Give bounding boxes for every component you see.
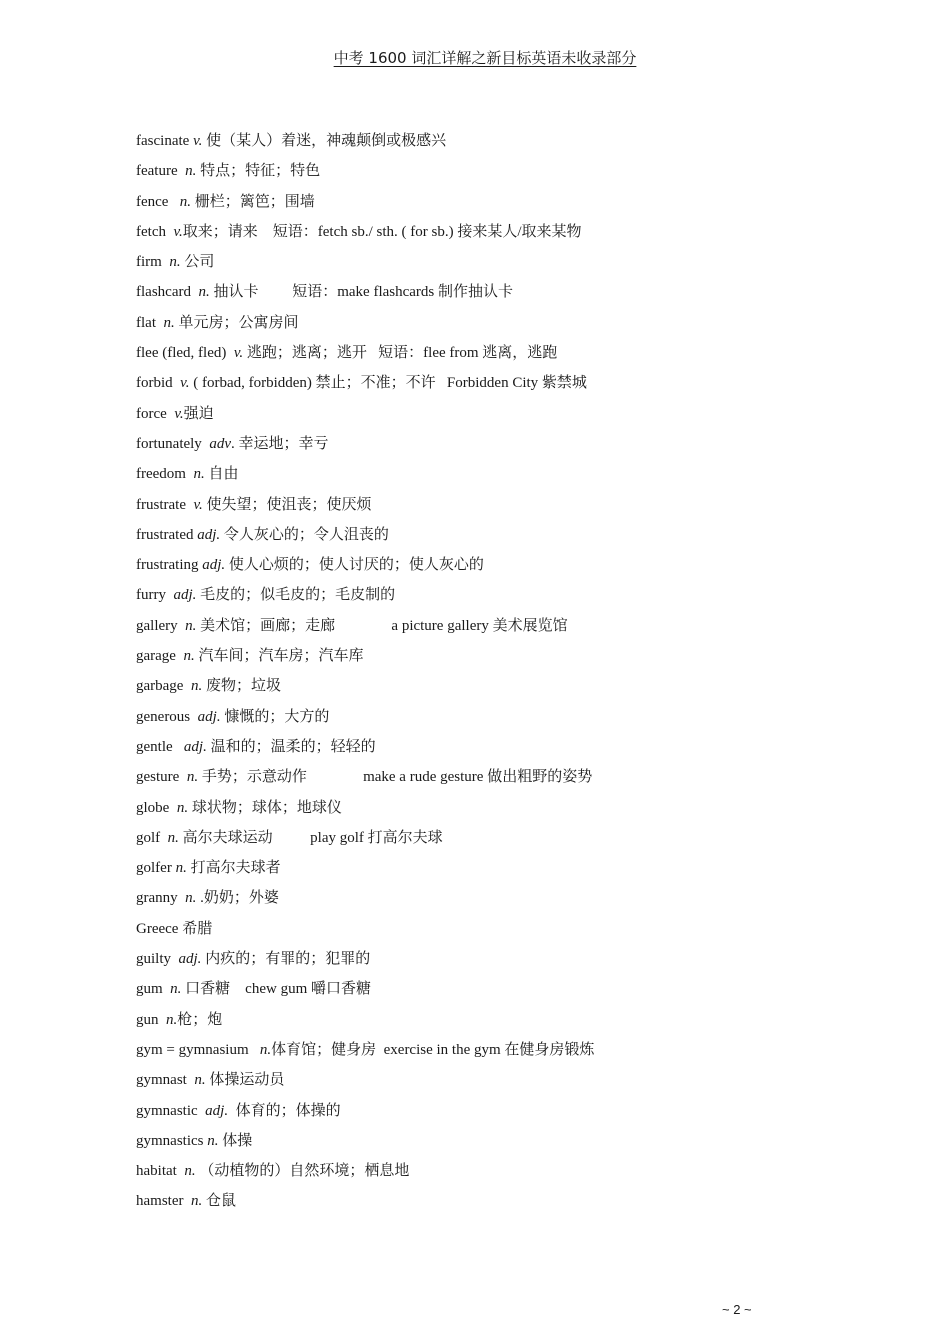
entry-definition: 体操运动员 bbox=[205, 1072, 285, 1089]
entry-word: fetch bbox=[136, 223, 174, 240]
vocab-entry bbox=[136, 1131, 856, 1161]
entry-definition: ( forbad, forbidden) 禁止；不准；不许 Forbidden City 紫禁城 bbox=[189, 375, 587, 392]
vocab-entry bbox=[136, 495, 856, 525]
entry-word: Greece 希腊 bbox=[136, 920, 213, 937]
entry-definition: 公司 bbox=[180, 254, 215, 271]
entry-definition: （动植物的）自然环境；栖息地 bbox=[195, 1163, 410, 1180]
entry-word: guilty bbox=[136, 951, 179, 968]
entry-word: hamster bbox=[136, 1193, 191, 1210]
vocab-entry bbox=[136, 464, 856, 494]
entry-part-of-speech: n. bbox=[193, 466, 205, 483]
entry-definition: 枪；炮 bbox=[177, 1011, 223, 1028]
entry-part-of-speech: n. bbox=[170, 981, 182, 998]
vocab-entry bbox=[136, 252, 856, 282]
entry-part-of-speech: v. bbox=[174, 405, 184, 422]
vocab-entry bbox=[136, 1101, 856, 1131]
entry-word: gymnast bbox=[136, 1072, 195, 1089]
vocab-entry bbox=[136, 949, 856, 979]
vocab-entry bbox=[136, 707, 856, 737]
entry-definition: 使人心烦的；使人讨厌的；使人灰心的 bbox=[225, 557, 484, 574]
entry-definition: 废物；垃圾 bbox=[202, 678, 281, 695]
entry-part-of-speech: v. bbox=[193, 496, 203, 513]
entry-part-of-speech: n. bbox=[179, 193, 191, 210]
vocab-entry bbox=[136, 888, 856, 918]
entry-definition: 令人灰心的；令人沮丧的 bbox=[220, 526, 389, 543]
vocab-entry bbox=[136, 313, 856, 343]
entry-word: force bbox=[136, 405, 175, 422]
entry-word: habitat bbox=[136, 1163, 185, 1180]
entry-definition: 使失望；使沮丧；使厌烦 bbox=[202, 496, 372, 513]
entry-word: frustrate bbox=[136, 496, 194, 513]
entry-part-of-speech: n. bbox=[175, 860, 187, 877]
entry-definition: 内疚的；有罪的；犯罪的 bbox=[201, 951, 371, 968]
entry-definition: 慷慨的；大方的 bbox=[220, 708, 330, 725]
vocab-entry bbox=[136, 555, 856, 585]
entry-part-of-speech: adj. bbox=[197, 526, 221, 543]
vocab-entry bbox=[136, 161, 856, 191]
vocab-entry bbox=[136, 222, 856, 252]
entry-definition: 体操 bbox=[218, 1132, 253, 1149]
vocab-entry bbox=[136, 616, 856, 646]
entry-part-of-speech: n. bbox=[185, 890, 197, 907]
entry-word: golf bbox=[136, 829, 168, 846]
vocab-entry bbox=[136, 1070, 856, 1100]
entry-word: golfer bbox=[136, 860, 176, 877]
entry-word: gallery bbox=[136, 617, 186, 634]
vocab-entry bbox=[136, 798, 856, 828]
vocab-entry bbox=[136, 282, 856, 312]
entry-word: forbid bbox=[136, 375, 181, 392]
entry-word: gymnastics bbox=[136, 1132, 208, 1149]
entry-part-of-speech: v. bbox=[233, 345, 244, 362]
vocab-entry bbox=[136, 1161, 856, 1191]
entry-definition: 毛皮的；似毛皮的；毛皮制的 bbox=[196, 587, 396, 604]
vocab-entry bbox=[136, 858, 856, 888]
entry-word: furry bbox=[136, 587, 174, 604]
entry-part-of-speech: n. bbox=[176, 799, 189, 816]
entry-word: gun bbox=[136, 1011, 166, 1028]
vocabulary-list bbox=[136, 131, 856, 1222]
vocab-entry bbox=[136, 404, 856, 434]
entry-part-of-speech: v. bbox=[180, 375, 190, 392]
entry-definition: 口香糖 chew gum 嚼口香糖 bbox=[181, 981, 371, 998]
entry-definition: 温和的；温柔的；轻轻的 bbox=[206, 738, 376, 755]
page-number: ~ 2 ~ bbox=[722, 1302, 752, 1317]
entry-part-of-speech: n. bbox=[259, 1041, 272, 1058]
entry-part-of-speech: adj. bbox=[202, 557, 226, 574]
entry-definition: 高尔夫球运动 play golf 打高尔夫球 bbox=[178, 829, 443, 846]
entry-part-of-speech: adj. bbox=[197, 708, 221, 725]
entry-word: garage bbox=[136, 648, 184, 665]
vocab-entry bbox=[136, 646, 856, 676]
entry-part-of-speech: adj. bbox=[173, 587, 197, 604]
vocab-entry bbox=[136, 1040, 856, 1070]
vocab-entry bbox=[136, 737, 856, 767]
entry-word: flee (fled, fled) bbox=[136, 345, 234, 362]
vocab-entry bbox=[136, 828, 856, 858]
entry-part-of-speech: n. bbox=[167, 829, 179, 846]
entry-definition: 抽认卡 短语：make flashcards 制作抽认卡 bbox=[209, 284, 514, 301]
entry-word: gesture bbox=[136, 769, 187, 786]
vocab-entry bbox=[136, 131, 856, 161]
entry-definition: 体育的；体操的 bbox=[228, 1102, 341, 1119]
entry-definition: 特点；特征；特色 bbox=[196, 163, 321, 180]
entry-word: fence bbox=[136, 193, 180, 210]
entry-word: gymnastic bbox=[136, 1102, 206, 1119]
entry-word: gum bbox=[136, 981, 171, 998]
entry-definition: 强迫 bbox=[183, 405, 214, 422]
entry-part-of-speech: n. bbox=[185, 163, 197, 180]
entry-part-of-speech: adv bbox=[209, 435, 231, 452]
entry-part-of-speech: n. bbox=[185, 617, 197, 634]
entry-part-of-speech: n. bbox=[207, 1132, 219, 1149]
entry-word: firm bbox=[136, 254, 170, 271]
entry-word: gentle bbox=[136, 738, 184, 755]
entry-definition: 仓鼠 bbox=[202, 1193, 236, 1210]
entry-part-of-speech: n. bbox=[169, 254, 181, 271]
vocab-entry bbox=[136, 919, 856, 949]
entry-part-of-speech: v. bbox=[173, 223, 183, 240]
vocab-entry bbox=[136, 434, 856, 464]
entry-part-of-speech: n. bbox=[190, 678, 203, 695]
entry-part-of-speech: adj. bbox=[205, 1102, 229, 1119]
entry-part-of-speech: adj. bbox=[183, 738, 207, 755]
entry-part-of-speech: n. bbox=[163, 314, 175, 331]
entry-word: flashcard bbox=[136, 284, 199, 301]
entry-part-of-speech: n. bbox=[183, 648, 195, 665]
entry-word: flat bbox=[136, 314, 164, 331]
entry-definition: 美术馆；画廊；走廊 a picture gallery 美术展览馆 bbox=[196, 617, 568, 634]
vocab-entry bbox=[136, 1191, 856, 1221]
entry-word: fortunately bbox=[136, 435, 210, 452]
vocab-entry bbox=[136, 343, 856, 373]
entry-definition: 打高尔夫球者 bbox=[186, 860, 281, 877]
entry-definition: 球状物；球体；地球仪 bbox=[188, 799, 342, 816]
entry-part-of-speech: n. bbox=[198, 284, 210, 301]
vocab-entry bbox=[136, 192, 856, 222]
entry-part-of-speech: adj. bbox=[178, 951, 202, 968]
entry-word: feature bbox=[136, 163, 186, 180]
entry-part-of-speech: n. bbox=[186, 769, 199, 786]
vocab-entry bbox=[136, 676, 856, 706]
entry-part-of-speech: n. bbox=[184, 1163, 196, 1180]
entry-word: gym = gymnasium bbox=[136, 1041, 260, 1058]
entry-word: globe bbox=[136, 799, 177, 816]
vocab-entry bbox=[136, 373, 856, 403]
entry-definition: . 幸运地；幸亏 bbox=[230, 435, 329, 452]
entry-part-of-speech: n. bbox=[194, 1072, 206, 1089]
entry-word: generous bbox=[136, 708, 198, 725]
entry-part-of-speech: n. bbox=[166, 1011, 178, 1028]
entry-word: frustrated bbox=[136, 526, 198, 543]
entry-word: garbage bbox=[136, 678, 191, 695]
entry-word: frustrating bbox=[136, 557, 203, 574]
entry-definition: 单元房；公寓房间 bbox=[174, 314, 299, 331]
vocab-entry bbox=[136, 585, 856, 615]
vocab-entry bbox=[136, 525, 856, 555]
entry-definition: 手势；示意动作 make a rude gesture 做出粗野的姿势 bbox=[198, 769, 593, 786]
entry-word: granny bbox=[136, 890, 186, 907]
entry-word: fascinate bbox=[136, 133, 194, 149]
entry-part-of-speech: v. bbox=[193, 133, 203, 149]
entry-definition: 使（某人）着迷，神魂颠倒或极感兴 bbox=[202, 133, 447, 149]
entry-definition: 体育馆；健身房 exercise in the gym 在健身房锻炼 bbox=[271, 1041, 595, 1058]
entry-definition: 取来；请来 短语：fetch sb./ sth. ( for sb.) 接来某人/取来某物 bbox=[182, 223, 582, 240]
vocab-entry bbox=[136, 1010, 856, 1040]
entry-definition: .奶奶；外婆 bbox=[196, 890, 279, 907]
entry-definition: 汽车间；汽车房；汽车库 bbox=[194, 648, 364, 665]
entry-part-of-speech: n. bbox=[190, 1193, 203, 1210]
page-title: 中考 1600 词汇详解之新目标英语未收录部分 bbox=[333, 49, 637, 67]
entry-word: freedom bbox=[136, 466, 194, 483]
vocab-entry bbox=[136, 979, 856, 1009]
entry-definition: 栅栏；篱笆；围墙 bbox=[190, 193, 315, 210]
vocab-entry bbox=[136, 767, 856, 797]
entry-definition: 自由 bbox=[204, 466, 239, 483]
entry-definition: 逃跑；逃离；逃开 短语：flee from 逃离，逃跑 bbox=[243, 345, 558, 362]
